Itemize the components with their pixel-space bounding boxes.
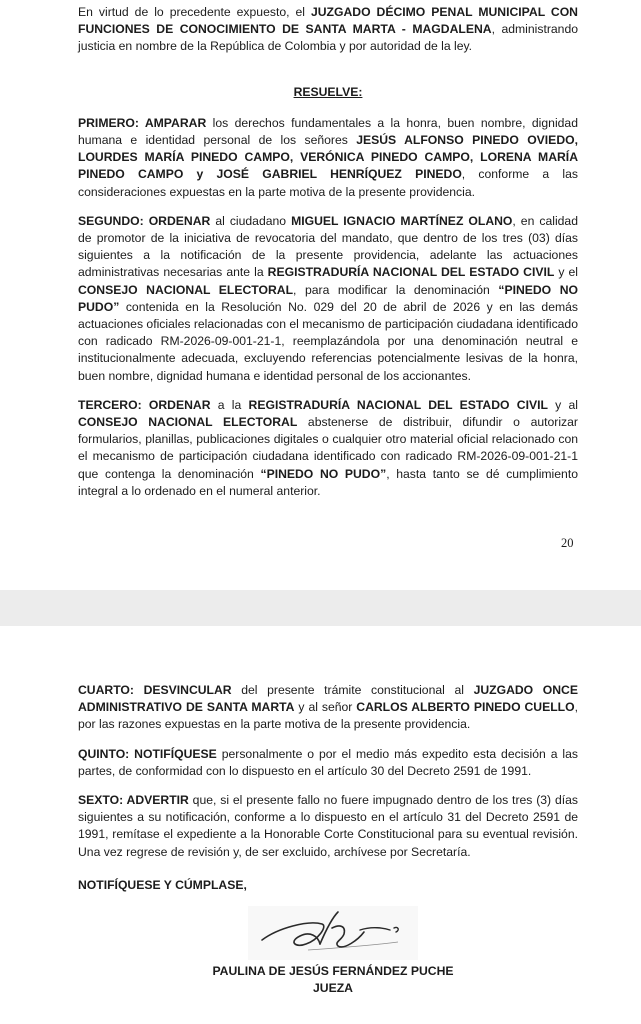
segundo-text-3: y el — [554, 265, 579, 280]
resuelve-heading: RESUELVE: — [293, 84, 363, 99]
sexto-paragraph — [78, 792, 578, 861]
page-21-body — [78, 682, 578, 906]
page-gap — [0, 590, 641, 626]
primero-text-1: los derechos fundamentales a la honra, buen nombre, dignidad humana e identidad personal de los señores — [78, 115, 578, 148]
segundo-denominacion: “PINEDO NO PUDO” — [78, 282, 578, 314]
tercero-heading: TERCERO: ORDENAR — [78, 397, 211, 412]
cuarto-text-3: , por las razones expuestas en la parte motiva de la presente providencia. — [78, 700, 578, 732]
closing-line — [78, 877, 578, 894]
cuarto-text-1: del presente trámite constitucional al — [231, 683, 474, 697]
page-number: 20 — [561, 536, 574, 550]
judge-role: JUEZA — [313, 981, 353, 995]
cuarto-text-2: y al señor — [294, 700, 357, 715]
cuarto-paragraph — [78, 682, 578, 734]
segundo-consejo: CONSEJO NACIONAL ELECTORAL — [78, 282, 294, 297]
primero-heading: PRIMERO: AMPARAR — [78, 115, 207, 130]
closing-text: NOTIFÍQUESE Y CÚMPLASE, — [78, 877, 247, 892]
signature-scribble-icon — [248, 906, 418, 960]
court-name: JUZGADO DÉCIMO PENAL MUNICIPAL CON FUNCIONES DE CONOCIMIENTO DE SANTA MARTA - MAGDALENA — [78, 5, 578, 37]
cuarto-heading: CUARTO: DESVINCULAR — [78, 683, 232, 697]
primero-paragraph — [78, 115, 578, 201]
segundo-text-1: al ciudadano — [210, 213, 292, 228]
tercero-text-1: a la — [210, 397, 249, 412]
cuarto-name: CARLOS ALBERTO PINEDO CUELLO — [356, 700, 575, 715]
page-20-body — [78, 4, 578, 512]
quinto-heading: QUINTO: NOTIFÍQUESE — [78, 746, 217, 761]
cuarto-juzgado: JUZGADO ONCE ADMINISTRATIVO DE SANTA MARTA — [78, 683, 578, 715]
tercero-text-2: y al — [547, 397, 578, 412]
segundo-heading: SEGUNDO: ORDENAR — [78, 213, 211, 228]
tercero-denominacion: “PINEDO NO PUDO” — [260, 466, 387, 481]
tercero-consejo: CONSEJO NACIONAL ELECTORAL — [78, 415, 298, 430]
tercero-paragraph — [78, 397, 578, 500]
segundo-text-2: , en calidad de promotor de la iniciativa de revocatoria del mandato, que dentro de los tres (03) días siguientes a la notificación de la presente providencia, adelante las actuaciones administrativas necesarias ante la — [78, 213, 578, 280]
segundo-name: MIGUEL IGNACIO MARTÍNEZ OLANO — [291, 213, 513, 228]
segundo-text-5: contenida en la Resolución No. 029 del 20 de abril de 2026 y en las demás actuaciones oficiales relacionadas con el mecanismo de participación ciudadana identificado con radicado RM-2026-09-001-21-1, reemplazándola por una denominación neutral e institucionalmente adecuada, excluyendo referencias potencialmente lesivas de la honra, buen nombre, dignidad humana e identidad personal de los accionantes. — [78, 299, 578, 383]
sexto-text-1: que, si el presente fallo no fuere impugnado dentro de los tres (3) días siguientes a su notificación, conforme a lo dispuesto en el artículo 31 del Decreto 2591 de 1991, remítase el expediente a la Honorable Corte Constitucional para su eventual revisión. Una vez regrese de revisión y, de ser excluido, archívese por Secretaría. — [78, 793, 578, 859]
tercero-registraduria: REGISTRADURÍA NACIONAL DEL ESTADO CIVIL — [248, 397, 548, 412]
intro-text-1: En virtud de lo precedente expuesto, el — [78, 5, 311, 19]
signature-block — [170, 963, 496, 997]
judge-name: PAULINA DE JESÚS FERNÁNDEZ PUCHE — [212, 964, 454, 978]
intro-text-2: , administrando justicia en nombre de la República de Colombia y por autoridad de la ley. — [78, 22, 578, 54]
primero-names: JESÚS ALFONSO PINEDO OVIEDO, LOURDES MARÍA PINEDO CAMPO, VERÓNICA PINEDO CAMPO, LORENA MARÍA PINEDO CAMPO y JOSÉ GABRIEL HENRÍQUEZ PINEDO — [78, 133, 578, 182]
quinto-paragraph — [78, 746, 578, 780]
quinto-text-1: personalmente o por el medio más expedito esta decisión a las partes, de conformidad con lo dispuesto en el artículo 30 del Decreto 2591 de 1991. — [78, 746, 578, 778]
primero-text-2: , conforme a las consideraciones expuestas en la parte motiva de la presente providencia. — [78, 167, 578, 199]
segundo-text-4: , para modificar la denominación — [293, 282, 499, 297]
sexto-heading: SEXTO: ADVERTIR — [78, 793, 189, 808]
segundo-paragraph — [78, 213, 578, 385]
segundo-registraduria: REGISTRADURÍA NACIONAL DEL ESTADO CIVIL — [267, 265, 555, 280]
tercero-text-3: abstenerse de distribuir, difundir o autorizar formularios, planillas, publicaciones digitales o cualquier otro material oficial relacionado con el mecanismo de participación ciudadana identificado con radicado RM-2026-09-001-21-1 que contenga la denominación — [78, 415, 578, 481]
tercero-text-4: , hasta tanto se dé cumplimiento integral a lo ordenado en el numeral anterior. — [78, 466, 578, 498]
intro-paragraph — [78, 4, 578, 56]
